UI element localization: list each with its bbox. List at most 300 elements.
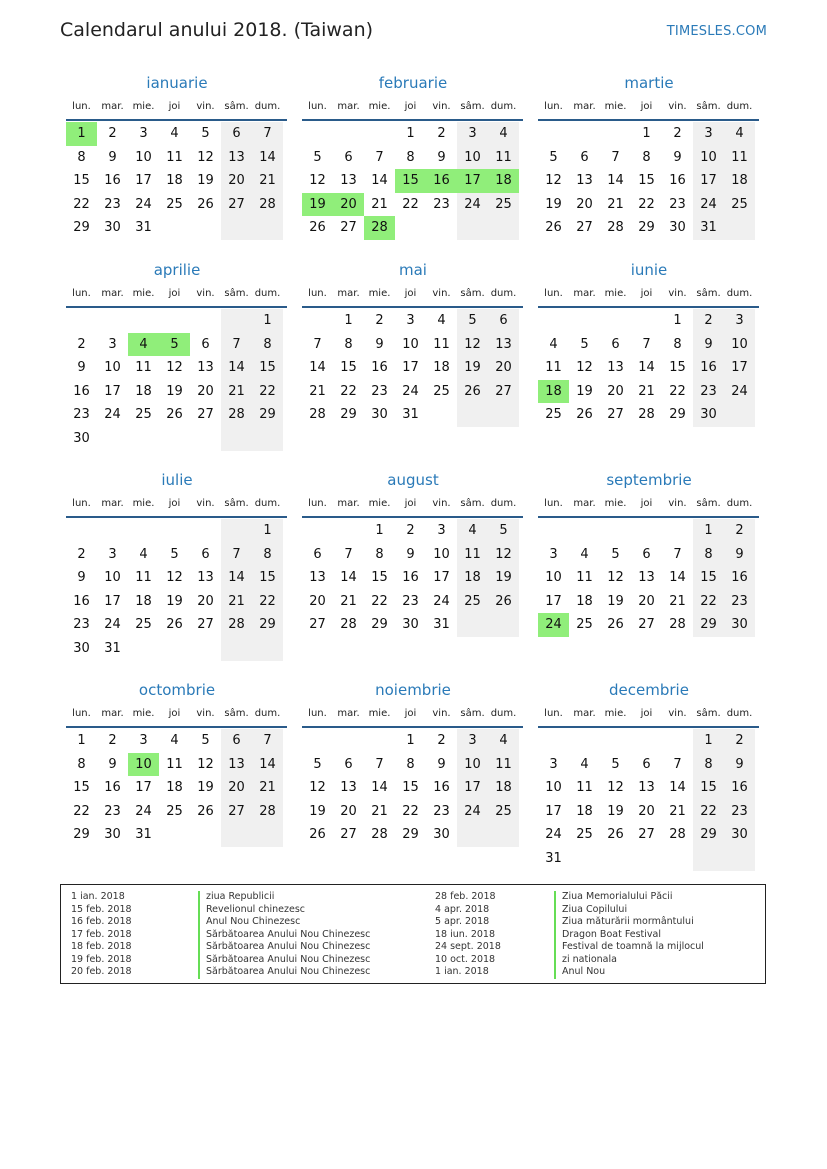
empty-cell bbox=[724, 403, 755, 427]
weekday-label: mar. bbox=[337, 101, 360, 112]
day-cell: 1 bbox=[77, 733, 86, 748]
empty-cell bbox=[159, 519, 190, 543]
day-cell: 8 bbox=[642, 149, 651, 165]
day-cell: 27 bbox=[340, 220, 357, 236]
weekday-label: vin. bbox=[196, 288, 215, 299]
weekday-label: dum. bbox=[254, 101, 281, 112]
day-cell: 12 bbox=[607, 570, 624, 586]
day-cell: 20 bbox=[197, 593, 214, 609]
empty-cell bbox=[457, 403, 488, 427]
weekday-label: lun. bbox=[544, 101, 563, 112]
weekday-label: lun. bbox=[308, 288, 327, 299]
weekday-label: mie. bbox=[132, 101, 155, 112]
day-cell: 13 bbox=[576, 173, 593, 189]
empty-cell bbox=[426, 216, 457, 240]
day-cell: 9 bbox=[673, 149, 682, 165]
day-cell: 13 bbox=[309, 570, 326, 586]
day-cell: 6 bbox=[221, 729, 252, 753]
weekday-label: sâm. bbox=[224, 708, 249, 719]
day-cell: 9 bbox=[437, 756, 446, 772]
empty-cell bbox=[457, 216, 488, 240]
day-cell: 6 bbox=[201, 336, 210, 352]
weekday-label: joi bbox=[640, 288, 653, 299]
month-ianuarie bbox=[66, 72, 288, 240]
day-cell: 2 bbox=[724, 729, 755, 753]
weekday-label: mie. bbox=[368, 288, 391, 299]
weekday-label: lun. bbox=[72, 708, 91, 719]
day-cell: 27 bbox=[576, 220, 593, 236]
day-cell: 15 bbox=[693, 776, 724, 800]
day-cell: 30 bbox=[73, 640, 90, 656]
month-noiembrie bbox=[302, 679, 524, 847]
weekday-label: lun. bbox=[308, 708, 327, 719]
empty-cell bbox=[569, 309, 600, 333]
day-cell: 24 bbox=[104, 407, 121, 423]
empty-cell bbox=[97, 427, 128, 451]
day-cell: 9 bbox=[724, 753, 755, 777]
empty-cell bbox=[488, 613, 519, 637]
empty-cell bbox=[600, 309, 631, 333]
weekday-label: mar. bbox=[573, 101, 596, 112]
day-cell: 18 bbox=[488, 776, 519, 800]
weekday-header bbox=[302, 704, 524, 724]
day-cell: 15 bbox=[693, 566, 724, 590]
day-cell: 29 bbox=[371, 617, 388, 633]
day-cell: 11 bbox=[576, 570, 593, 586]
day-cell: 6 bbox=[313, 546, 322, 562]
weekday-label: mar. bbox=[573, 288, 596, 299]
month-name: aprilie bbox=[153, 261, 201, 279]
day-cell: 17 bbox=[545, 593, 562, 609]
header-divider bbox=[538, 119, 759, 121]
empty-cell bbox=[221, 519, 252, 543]
weekday-label: sâm. bbox=[224, 288, 249, 299]
empty-cell bbox=[600, 847, 631, 871]
day-cell: 2 bbox=[724, 519, 755, 543]
weekday-label: lun. bbox=[72, 498, 91, 509]
day-cell: 10 bbox=[457, 146, 488, 170]
day-cell: 19 bbox=[166, 593, 183, 609]
empty-cell bbox=[364, 122, 395, 146]
day-cell: 11 bbox=[433, 336, 450, 352]
day-cell: 6 bbox=[580, 149, 589, 165]
day-cell: 18 bbox=[433, 360, 450, 376]
month-august bbox=[302, 469, 524, 637]
day-cell: 12 bbox=[457, 333, 488, 357]
day-cell: 13 bbox=[340, 780, 357, 796]
day-cell: 5 bbox=[170, 546, 179, 562]
day-cell: 4 bbox=[724, 122, 755, 146]
day-cell: 25 bbox=[135, 617, 152, 633]
day-cell: 4 bbox=[488, 729, 519, 753]
day-cell: 27 bbox=[607, 407, 624, 423]
month-iunie bbox=[538, 259, 760, 427]
day-cell: 30 bbox=[693, 403, 724, 427]
month-name: octombrie bbox=[138, 681, 216, 699]
day-cell: 27 bbox=[638, 617, 655, 633]
weekday-label: lun. bbox=[308, 498, 327, 509]
day-cell: 10 bbox=[724, 333, 755, 357]
day-cell: 28 bbox=[221, 613, 252, 637]
day-cell: 10 bbox=[402, 336, 419, 352]
empty-cell bbox=[128, 637, 159, 661]
legend-names-left bbox=[198, 891, 370, 979]
empty-cell bbox=[159, 309, 190, 333]
day-cell: 10 bbox=[104, 360, 121, 376]
holiday-day-cell: 16 bbox=[426, 169, 457, 193]
day-cell: 23 bbox=[724, 590, 755, 614]
header-divider bbox=[302, 516, 523, 518]
day-cell: 30 bbox=[669, 220, 686, 236]
day-cell: 3 bbox=[139, 126, 148, 141]
day-cell: 18 bbox=[724, 169, 755, 193]
legend-date: 1 ian. 2018 bbox=[435, 966, 489, 977]
weekday-label: joi bbox=[404, 101, 417, 112]
day-cell: 12 bbox=[166, 360, 183, 376]
day-cell: 31 bbox=[433, 617, 450, 633]
day-cell: 27 bbox=[638, 827, 655, 843]
day-cell: 12 bbox=[488, 543, 519, 567]
day-cell: 7 bbox=[375, 149, 384, 165]
day-cell: 8 bbox=[77, 149, 86, 165]
day-grid bbox=[66, 519, 288, 661]
empty-cell bbox=[724, 847, 755, 871]
empty-cell bbox=[333, 122, 364, 146]
weekday-label: lun. bbox=[72, 101, 91, 112]
day-cell: 29 bbox=[693, 613, 724, 637]
day-cell: 15 bbox=[638, 173, 655, 189]
month-name: iunie bbox=[630, 261, 668, 279]
weekday-label: dum. bbox=[254, 498, 281, 509]
empty-cell bbox=[600, 519, 631, 543]
day-cell: 9 bbox=[406, 546, 415, 562]
legend-holiday-name: zi nationala bbox=[554, 954, 704, 967]
day-cell: 25 bbox=[576, 827, 593, 843]
day-cell: 22 bbox=[340, 383, 357, 399]
day-cell: 8 bbox=[375, 546, 384, 562]
empty-cell bbox=[426, 403, 457, 427]
holiday-day-cell: 24 bbox=[538, 613, 569, 637]
day-cell: 15 bbox=[340, 360, 357, 376]
day-cell: 15 bbox=[402, 780, 419, 796]
weekday-label: dum. bbox=[254, 288, 281, 299]
legend-date: 1 ian. 2018 bbox=[71, 891, 125, 902]
day-cell: 10 bbox=[433, 546, 450, 562]
empty-cell bbox=[252, 823, 283, 847]
day-cell: 21 bbox=[638, 383, 655, 399]
day-cell: 3 bbox=[108, 336, 117, 352]
weekday-label: vin. bbox=[196, 498, 215, 509]
weekday-label: dum. bbox=[490, 708, 517, 719]
site-link[interactable]: TIMESLES.COM bbox=[666, 24, 767, 39]
day-cell: 23 bbox=[724, 800, 755, 824]
weekday-label: vin. bbox=[668, 288, 687, 299]
day-cell: 7 bbox=[673, 546, 682, 562]
weekday-label: joi bbox=[168, 498, 181, 509]
day-cell: 14 bbox=[221, 356, 252, 380]
day-cell: 3 bbox=[406, 313, 415, 328]
day-cell: 19 bbox=[197, 173, 214, 189]
weekday-label: sâm. bbox=[224, 101, 249, 112]
weekday-label: dum. bbox=[726, 101, 753, 112]
day-cell: 11 bbox=[166, 149, 183, 165]
day-cell: 27 bbox=[221, 800, 252, 824]
day-cell: 11 bbox=[724, 146, 755, 170]
day-cell: 20 bbox=[488, 356, 519, 380]
day-cell: 28 bbox=[669, 827, 686, 843]
day-cell: 17 bbox=[457, 776, 488, 800]
day-cell: 6 bbox=[201, 546, 210, 562]
weekday-label: dum. bbox=[726, 288, 753, 299]
day-cell: 26 bbox=[197, 803, 214, 819]
day-grid bbox=[538, 122, 760, 240]
day-cell: 23 bbox=[402, 593, 419, 609]
day-cell: 28 bbox=[340, 617, 357, 633]
day-cell: 11 bbox=[545, 360, 562, 376]
empty-cell bbox=[538, 729, 569, 753]
month-name: iulie bbox=[161, 471, 193, 489]
empty-cell bbox=[600, 729, 631, 753]
day-cell: 12 bbox=[166, 570, 183, 586]
empty-cell bbox=[190, 427, 221, 451]
day-cell: 16 bbox=[371, 360, 388, 376]
legend-holiday-name: Festival de toamnă la mijlocul bbox=[554, 941, 704, 954]
day-cell: 13 bbox=[340, 173, 357, 189]
day-cell: 28 bbox=[309, 407, 326, 423]
weekday-header bbox=[302, 97, 524, 117]
day-cell: 30 bbox=[104, 220, 121, 236]
day-cell: 18 bbox=[166, 173, 183, 189]
day-cell: 7 bbox=[221, 333, 252, 357]
day-cell: 4 bbox=[488, 122, 519, 146]
weekday-header bbox=[302, 494, 524, 514]
day-cell: 3 bbox=[437, 523, 446, 538]
day-cell: 25 bbox=[724, 193, 755, 217]
day-cell: 30 bbox=[724, 823, 755, 847]
empty-cell bbox=[221, 216, 252, 240]
day-cell: 24 bbox=[433, 593, 450, 609]
empty-cell bbox=[190, 637, 221, 661]
day-cell: 20 bbox=[638, 593, 655, 609]
day-cell: 29 bbox=[693, 823, 724, 847]
empty-cell bbox=[302, 122, 333, 146]
day-cell: 10 bbox=[135, 149, 152, 165]
weekday-label: joi bbox=[640, 498, 653, 509]
day-cell: 26 bbox=[607, 827, 624, 843]
day-cell: 3 bbox=[693, 122, 724, 146]
day-cell: 15 bbox=[252, 356, 283, 380]
day-cell: 1 bbox=[406, 126, 415, 141]
day-cell: 19 bbox=[166, 383, 183, 399]
empty-cell bbox=[457, 823, 488, 847]
day-cell: 26 bbox=[309, 220, 326, 236]
day-cell: 9 bbox=[108, 756, 117, 772]
legend-holiday-name: Sărbătoarea Anului Nou Chinezesc bbox=[198, 941, 370, 954]
day-cell: 7 bbox=[252, 729, 283, 753]
holiday-legend bbox=[60, 884, 766, 984]
day-cell: 23 bbox=[73, 617, 90, 633]
day-cell: 2 bbox=[673, 126, 682, 141]
day-cell: 25 bbox=[166, 196, 183, 212]
empty-cell bbox=[488, 823, 519, 847]
day-cell: 24 bbox=[135, 196, 152, 212]
weekday-header bbox=[538, 97, 760, 117]
weekday-label: joi bbox=[168, 708, 181, 719]
day-cell: 20 bbox=[340, 803, 357, 819]
day-cell: 16 bbox=[104, 780, 121, 796]
legend-holiday-name: Ziua Copilului bbox=[554, 904, 704, 917]
holiday-day-cell: 5 bbox=[159, 333, 190, 357]
holiday-day-cell: 20 bbox=[333, 193, 364, 217]
empty-cell bbox=[159, 823, 190, 847]
day-grid bbox=[302, 519, 524, 637]
weekday-label: dum. bbox=[490, 101, 517, 112]
legend-date: 10 oct. 2018 bbox=[435, 953, 496, 965]
weekday-label: mie. bbox=[604, 288, 627, 299]
weekday-label: dum. bbox=[490, 288, 517, 299]
day-cell: 23 bbox=[104, 196, 121, 212]
weekday-label: mar. bbox=[337, 708, 360, 719]
day-cell: 5 bbox=[611, 756, 620, 772]
holiday-day-cell: 1 bbox=[66, 122, 97, 146]
weekday-label: sâm. bbox=[460, 498, 485, 509]
day-cell: 5 bbox=[580, 336, 589, 352]
day-cell: 28 bbox=[252, 193, 283, 217]
empty-cell bbox=[662, 519, 693, 543]
day-cell: 14 bbox=[340, 570, 357, 586]
page-title: Calendarul anului 2018. (Taiwan) bbox=[60, 19, 374, 41]
weekday-label: sâm. bbox=[696, 101, 721, 112]
empty-cell bbox=[159, 637, 190, 661]
day-cell: 12 bbox=[309, 173, 326, 189]
day-grid bbox=[66, 122, 288, 240]
weekday-label: mie. bbox=[132, 288, 155, 299]
day-cell: 12 bbox=[197, 756, 214, 772]
weekday-label: mie. bbox=[368, 708, 391, 719]
day-cell: 29 bbox=[73, 220, 90, 236]
day-cell: 3 bbox=[457, 729, 488, 753]
day-cell: 13 bbox=[197, 360, 214, 376]
day-cell: 19 bbox=[457, 356, 488, 380]
empty-cell bbox=[221, 309, 252, 333]
day-cell: 13 bbox=[221, 753, 252, 777]
day-cell: 5 bbox=[201, 126, 210, 141]
weekday-label: lun. bbox=[544, 708, 563, 719]
day-cell: 24 bbox=[724, 380, 755, 404]
day-cell: 14 bbox=[607, 173, 624, 189]
weekday-label: lun. bbox=[72, 288, 91, 299]
day-cell: 13 bbox=[638, 570, 655, 586]
weekday-header bbox=[538, 284, 760, 304]
weekday-header bbox=[66, 284, 288, 304]
day-cell: 29 bbox=[669, 407, 686, 423]
day-cell: 21 bbox=[221, 380, 252, 404]
month-iulie bbox=[66, 469, 288, 661]
weekday-label: mar. bbox=[101, 498, 124, 509]
day-cell: 25 bbox=[545, 407, 562, 423]
day-cell: 7 bbox=[673, 756, 682, 772]
weekday-label: joi bbox=[640, 708, 653, 719]
day-cell: 22 bbox=[252, 380, 283, 404]
day-cell: 26 bbox=[197, 196, 214, 212]
day-cell: 31 bbox=[104, 640, 121, 656]
day-cell: 22 bbox=[693, 590, 724, 614]
day-cell: 7 bbox=[611, 149, 620, 165]
day-cell: 23 bbox=[73, 407, 90, 423]
empty-cell bbox=[221, 637, 252, 661]
empty-cell bbox=[538, 519, 569, 543]
day-cell: 17 bbox=[545, 803, 562, 819]
day-cell: 13 bbox=[221, 146, 252, 170]
header-divider bbox=[66, 516, 287, 518]
day-cell: 8 bbox=[344, 336, 353, 352]
legend-date: 15 feb. 2018 bbox=[71, 903, 132, 915]
day-cell: 22 bbox=[693, 800, 724, 824]
month-name: decembrie bbox=[609, 681, 689, 699]
day-cell: 3 bbox=[457, 122, 488, 146]
day-grid bbox=[538, 519, 760, 637]
header-divider bbox=[302, 726, 523, 728]
day-cell: 3 bbox=[724, 309, 755, 333]
weekday-header bbox=[66, 97, 288, 117]
day-cell: 30 bbox=[724, 613, 755, 637]
day-cell: 18 bbox=[457, 566, 488, 590]
day-cell: 23 bbox=[433, 196, 450, 212]
day-cell: 10 bbox=[104, 570, 121, 586]
empty-cell bbox=[631, 729, 662, 753]
day-cell: 25 bbox=[576, 617, 593, 633]
day-cell: 14 bbox=[669, 570, 686, 586]
day-cell: 10 bbox=[545, 780, 562, 796]
weekday-label: vin. bbox=[668, 708, 687, 719]
header-divider bbox=[302, 306, 523, 308]
day-cell: 20 bbox=[197, 383, 214, 399]
day-cell: 25 bbox=[488, 800, 519, 824]
day-cell: 4 bbox=[437, 313, 446, 328]
day-cell: 29 bbox=[252, 403, 283, 427]
day-cell: 18 bbox=[166, 780, 183, 796]
month-septembrie bbox=[538, 469, 760, 637]
day-cell: 22 bbox=[402, 803, 419, 819]
empty-cell bbox=[693, 847, 724, 871]
empty-cell bbox=[190, 823, 221, 847]
day-cell: 26 bbox=[607, 617, 624, 633]
weekday-label: vin. bbox=[196, 708, 215, 719]
weekday-label: vin. bbox=[432, 101, 451, 112]
empty-cell bbox=[66, 519, 97, 543]
legend-date: 28 feb. 2018 bbox=[435, 891, 496, 902]
empty-cell bbox=[302, 309, 333, 333]
day-cell: 2 bbox=[77, 546, 86, 562]
day-cell: 29 bbox=[340, 407, 357, 423]
day-cell: 11 bbox=[457, 543, 488, 567]
month-name: martie bbox=[624, 74, 674, 92]
day-cell: 20 bbox=[638, 803, 655, 819]
empty-cell bbox=[302, 519, 333, 543]
legend-date: 24 sept. 2018 bbox=[435, 941, 501, 952]
day-cell: 24 bbox=[693, 193, 724, 217]
day-cell: 11 bbox=[488, 753, 519, 777]
month-mai bbox=[302, 259, 524, 427]
day-cell: 17 bbox=[104, 383, 121, 399]
month-name: august bbox=[387, 471, 439, 489]
day-cell: 8 bbox=[693, 543, 724, 567]
weekday-label: joi bbox=[168, 101, 181, 112]
weekday-label: vin. bbox=[432, 498, 451, 509]
day-cell: 6 bbox=[344, 149, 353, 165]
day-cell: 22 bbox=[371, 593, 388, 609]
day-cell: 26 bbox=[166, 407, 183, 423]
